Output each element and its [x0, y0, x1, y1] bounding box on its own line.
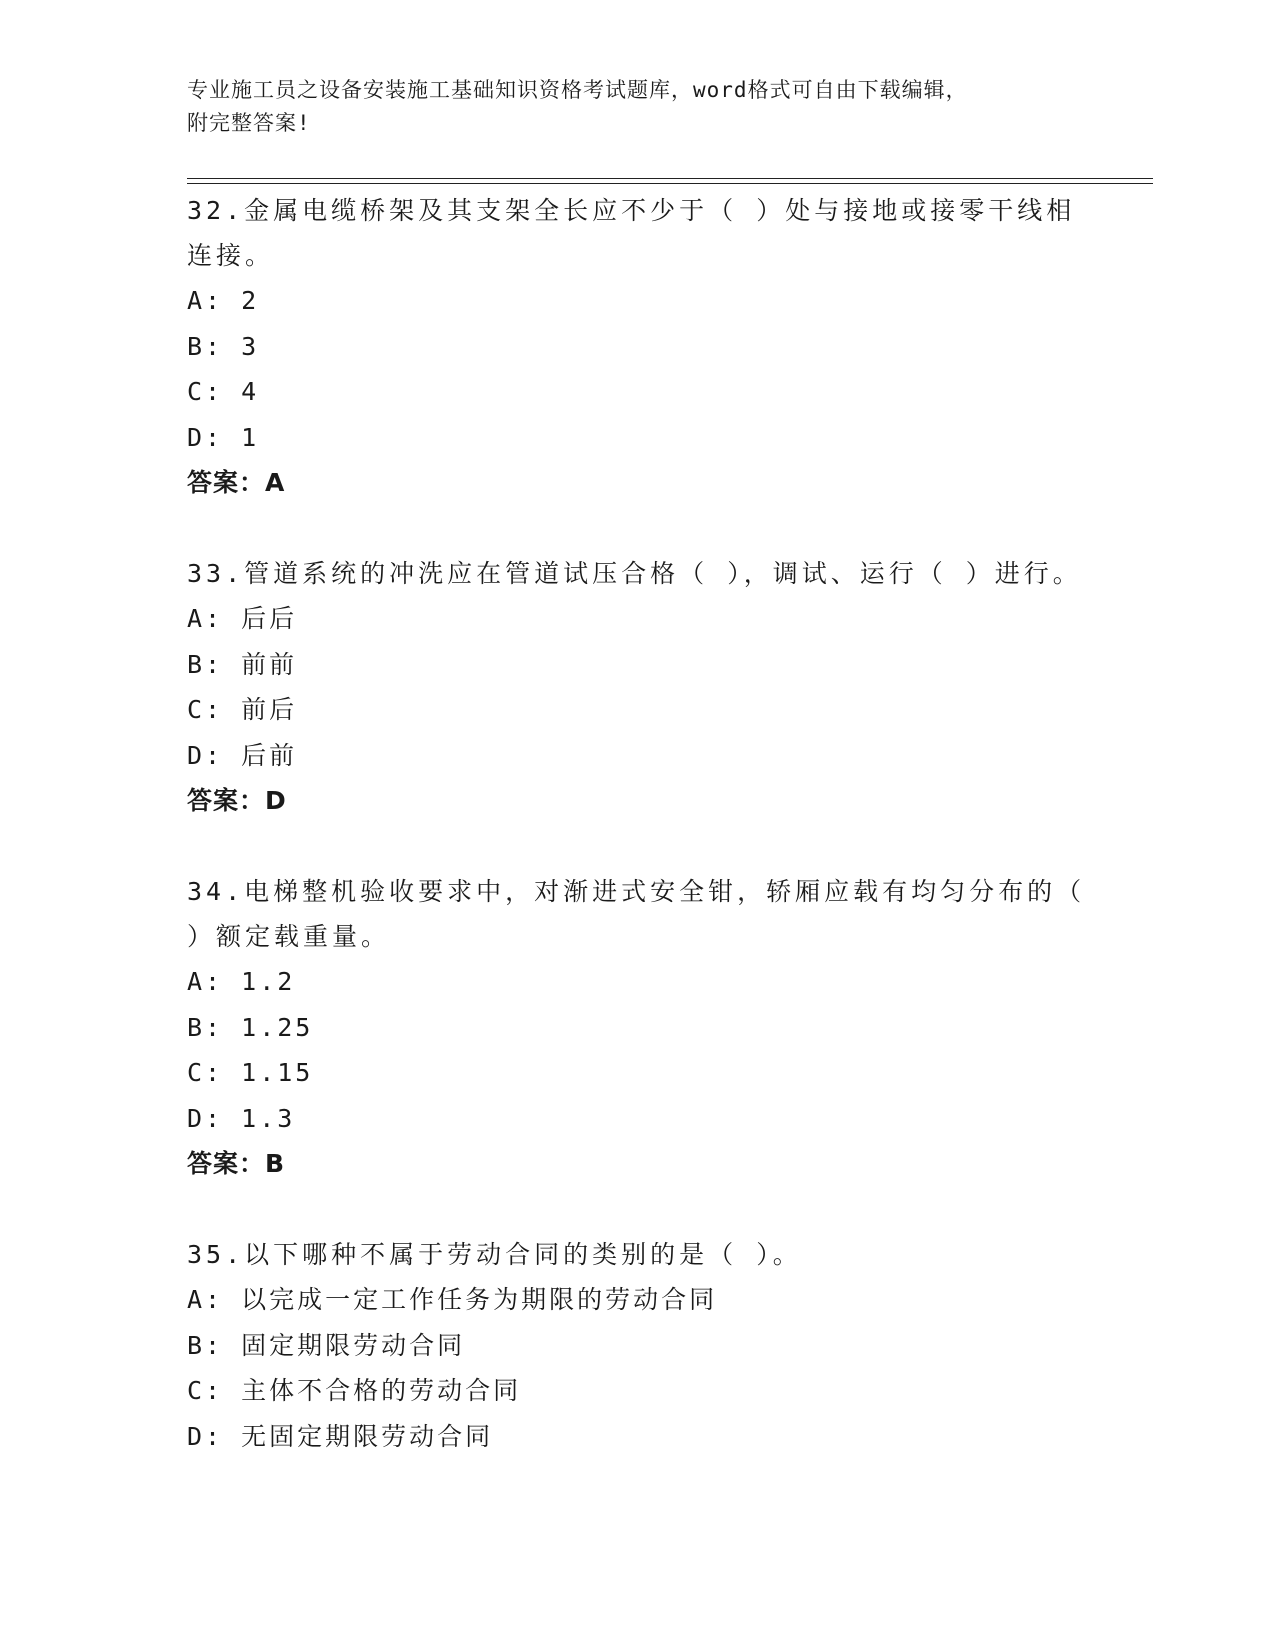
option-c: C: 前后	[187, 695, 298, 724]
header-intro-line-1: 专业施工员之设备安装施工基础知识资格考试题库，word格式可自由下载编辑，	[187, 78, 968, 102]
question-stem: 35.以下哪种不属于劳动合同的类别的是（ ）。	[187, 1240, 802, 1269]
option-a: A: 以完成一定工作任务为期限的劳动合同	[187, 1285, 718, 1314]
question-list	[187, 188, 1087, 1505]
question-32	[187, 188, 1087, 505]
option-b: B: 3	[187, 331, 260, 361]
option-c: C: 1.15	[187, 1058, 314, 1087]
option-b: B: 前前	[187, 649, 298, 679]
option-d: D: 无固定期限劳动合同	[187, 1421, 494, 1451]
option-a: A: 后后	[187, 604, 298, 633]
header-intro-line-2: 附完整答案!	[187, 111, 311, 135]
answer: 答案：D	[187, 786, 287, 815]
option-c: C: 4	[187, 377, 260, 406]
option-c: C: 主体不合格的劳动合同	[187, 1376, 522, 1405]
question-stem: 32.金属电缆桥架及其支架全长应不少于（ ）处与接地或接零干线相	[187, 196, 1076, 225]
question-34	[187, 869, 1087, 1186]
question-35	[187, 1232, 1087, 1459]
option-b: B: 1.25	[187, 1012, 314, 1042]
header-divider-top	[187, 178, 1153, 179]
option-d: D: 1.3	[187, 1103, 296, 1133]
question-stem: 34.电梯整机验收要求中，对渐进式安全钳，轿厢应载有均匀分布的（	[187, 877, 1086, 906]
option-a: A: 1.2	[187, 967, 296, 996]
answer: 答案：B	[187, 1149, 286, 1178]
option-b: B: 固定期限劳动合同	[187, 1330, 466, 1360]
answer: 答案：A	[187, 468, 286, 497]
question-stem-continued: ）额定载重量。	[187, 922, 391, 951]
option-a: A: 2	[187, 286, 260, 315]
question-stem-continued: 连接。	[187, 241, 275, 270]
option-d: D: 1	[187, 422, 260, 452]
question-stem: 33.管道系统的冲洗应在管道试压合格（ ），调试、运行（ ）进行。	[187, 559, 1082, 588]
option-d: D: 后前	[187, 740, 298, 770]
document-header	[187, 74, 1087, 140]
question-33	[187, 551, 1087, 823]
header-divider-bottom	[187, 183, 1153, 184]
